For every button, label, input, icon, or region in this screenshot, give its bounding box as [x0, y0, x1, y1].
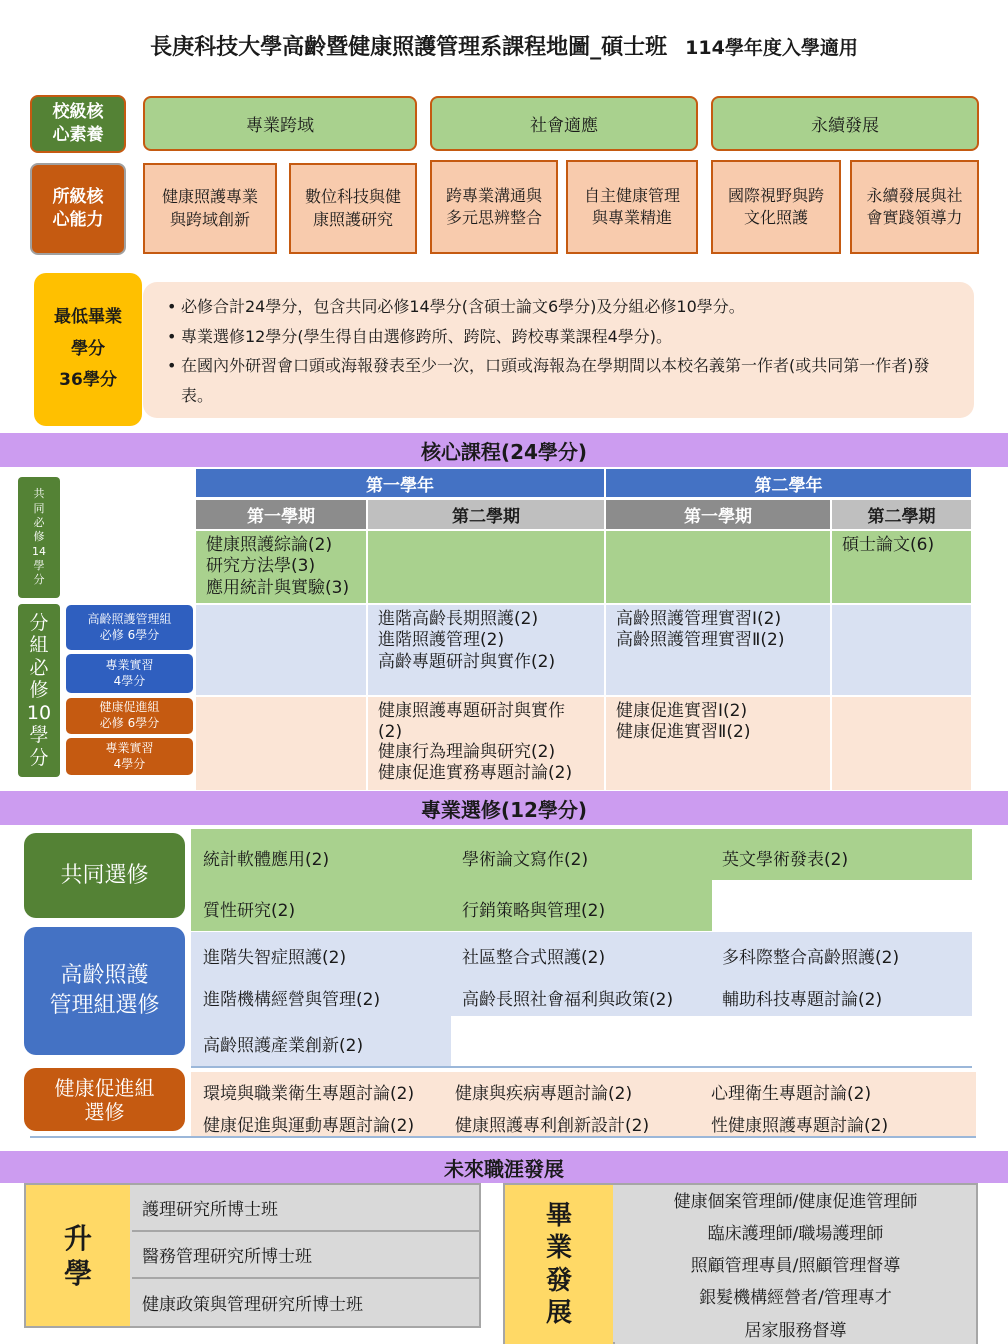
elective-course: 學術論文寫作(2) — [462, 850, 589, 870]
school-competency-3: 永續發展 — [711, 96, 979, 151]
health-internship-tag: 專業實習 4學分 — [66, 738, 193, 775]
core-cell — [368, 531, 604, 603]
elective-course: 進階機構經營與管理(2) — [203, 990, 381, 1010]
year-2-header: 第二學年 — [606, 469, 971, 497]
electives-band: 專業選修(12學分) — [0, 791, 1008, 825]
employment-option: 照顧管理專員/照顧管理督導 — [615, 1248, 976, 1278]
core-cell: 健康促進實習Ⅰ(2) 健康促進實習Ⅱ(2) — [606, 697, 830, 790]
label-char: 學 — [33, 558, 45, 572]
elective-course: 英文學術發表(2) — [722, 850, 849, 870]
elective-course: 進階失智症照護(2) — [203, 948, 347, 968]
elective-course: 健康與疾病專題討論(2) — [455, 1084, 633, 1104]
further-study-label: 升 學 — [26, 1185, 130, 1326]
career-band: 未來職涯發展 — [0, 1151, 1008, 1183]
semester-header: 第二學期 — [368, 500, 604, 529]
label-char: 14 — [32, 544, 46, 558]
year-1-header: 第一學年 — [196, 469, 604, 497]
label-char: 修 — [33, 530, 45, 544]
label-char: 共 — [33, 487, 45, 501]
label-char: 同 — [33, 501, 45, 515]
employment-option: 健康個案管理師/健康促進管理師 — [615, 1185, 976, 1214]
common-required-label — [18, 477, 60, 598]
elective-course: 高齡長照社會福利與政策(2) — [462, 990, 674, 1010]
page-title — [0, 30, 1008, 61]
core-cell: 進階高齡長期照護(2) 進階照護管理(2) 高齡專題研討與實作(2) — [368, 605, 604, 695]
semester-header: 第一學期 — [606, 500, 830, 529]
elective-course: 輔助科技專題討論(2) — [722, 990, 883, 1010]
core-cell — [196, 605, 366, 695]
core-cell — [832, 605, 971, 695]
title-subtitle: 114學年度入學適用 — [685, 37, 858, 59]
grad-label-line-3: 36學分 — [59, 370, 117, 391]
elderly-electives-label: 高齡照護 管理組選修 — [24, 927, 185, 1055]
label-char: 分 — [33, 573, 45, 587]
elective-course: 心理衛生專題討論(2) — [711, 1084, 872, 1104]
school-competency-label: 校級核 心素養 — [30, 95, 126, 153]
school-competency-2: 社會適應 — [430, 96, 698, 151]
employment-option: 臨床護理師/職場護理師 — [615, 1216, 976, 1246]
further-study-option: 護理研究所博士班 — [132, 1185, 479, 1230]
common-electives-label: 共同選修 — [24, 833, 185, 918]
label-char: 組 — [29, 634, 49, 657]
dept-competency-4: 自主健康管理 與專業精進 — [566, 160, 698, 254]
divider — [30, 1136, 976, 1138]
label-char: 必 — [33, 516, 45, 530]
label-char: 分 — [29, 612, 49, 635]
dept-competency-3: 跨專業溝通與 多元思辨整合 — [430, 160, 558, 254]
elective-course: 質性研究(2) — [203, 901, 296, 921]
label-char: 學 — [29, 724, 49, 747]
label-char: 10 — [26, 701, 52, 724]
elective-course: 環境與職業衛生專題討論(2) — [203, 1084, 415, 1104]
employment-label: 畢 業 發 展 — [505, 1185, 613, 1344]
label-char: 必 — [29, 656, 49, 679]
core-cell: 健康照護綜論(2) 研究方法學(3) 應用統計與實驗(3) — [196, 531, 366, 603]
label-char: 修 — [29, 679, 49, 702]
elective-course: 健康促進與運動專題討論(2) — [203, 1116, 415, 1136]
grad-label-line-2: 學分 — [71, 338, 105, 359]
label-char: 分 — [29, 746, 49, 769]
core-cell: 高齡照護管理實習Ⅰ(2) 高齡照護管理實習Ⅱ(2) — [606, 605, 830, 695]
elderly-internship-tag: 專業實習 4學分 — [66, 654, 193, 693]
semester-header: 第二學期 — [832, 500, 971, 529]
further-study-option: 健康政策與管理研究所博士班 — [132, 1279, 479, 1326]
core-cell — [196, 697, 366, 790]
core-cell — [832, 697, 971, 790]
semester-header: 第一學期 — [196, 500, 366, 529]
graduation-note: • 在國內外研習會口頭或海報發表至少一次，口頭或海報為在學期間以本校名義第一作者(或共同第一作者)發表。 — [167, 351, 954, 410]
dept-competency-label: 所級核 心能力 — [30, 163, 126, 255]
health-electives-label: 健康促進組 選修 — [24, 1068, 185, 1131]
elective-course: 社區整合式照護(2) — [462, 948, 606, 968]
elective-course: 多科際整合高齡照護(2) — [722, 948, 900, 968]
core-cell: 碩士論文(6) — [832, 531, 971, 603]
elective-course: 高齡照護產業創新(2) — [203, 1036, 364, 1056]
title-main: 長庚科技大學高齡暨健康照護管理系課程地圖_碩士班 — [150, 35, 668, 60]
graduation-note: • 專業選修12學分(學生得自由選修跨所、跨院、跨校專業課程4學分)。 — [167, 322, 954, 352]
employment-option: 居家服務督導 — [615, 1312, 976, 1344]
elective-course: 健康照護專利創新設計(2) — [455, 1116, 650, 1136]
elective-course: 統計軟體應用(2) — [203, 850, 330, 870]
school-competency-1: 專業跨域 — [143, 96, 417, 151]
elective-course: 性健康照護專題討論(2) — [711, 1116, 889, 1136]
graduation-notes — [143, 282, 974, 418]
core-courses-band: 核心課程(24學分) — [0, 433, 1008, 467]
grad-label-line-1: 最低畢業 — [54, 307, 122, 328]
divider — [191, 1066, 972, 1068]
graduation-credits-label — [34, 273, 142, 426]
group-required-label — [18, 604, 60, 777]
dept-competency-1: 健康照護專業 與跨域創新 — [143, 163, 277, 254]
core-cell — [606, 531, 830, 603]
elderly-group-required-tag: 高齡照護管理組 必修 6學分 — [66, 605, 193, 650]
further-study-option: 醫務管理研究所博士班 — [132, 1232, 479, 1277]
dept-competency-2: 數位科技與健 康照護研究 — [289, 163, 417, 254]
employment-option: 銀髮機構經營者/管理專才 — [615, 1280, 976, 1310]
dept-competency-6: 永續發展與社 會實踐領導力 — [850, 160, 979, 254]
health-group-required-tag: 健康促進組 必修 6學分 — [66, 698, 193, 734]
dept-competency-5: 國際視野與跨 文化照護 — [711, 160, 841, 254]
graduation-note: • 必修合計24學分，包含共同必修14學分(含碩士論文6學分)及分組必修10學分。 — [167, 292, 954, 322]
core-cell: 健康照護專題研討與實作 (2) 健康行為理論與研究(2) 健康促進實務專題討論(2) — [368, 697, 604, 790]
elective-course: 行銷策略與管理(2) — [462, 901, 606, 921]
